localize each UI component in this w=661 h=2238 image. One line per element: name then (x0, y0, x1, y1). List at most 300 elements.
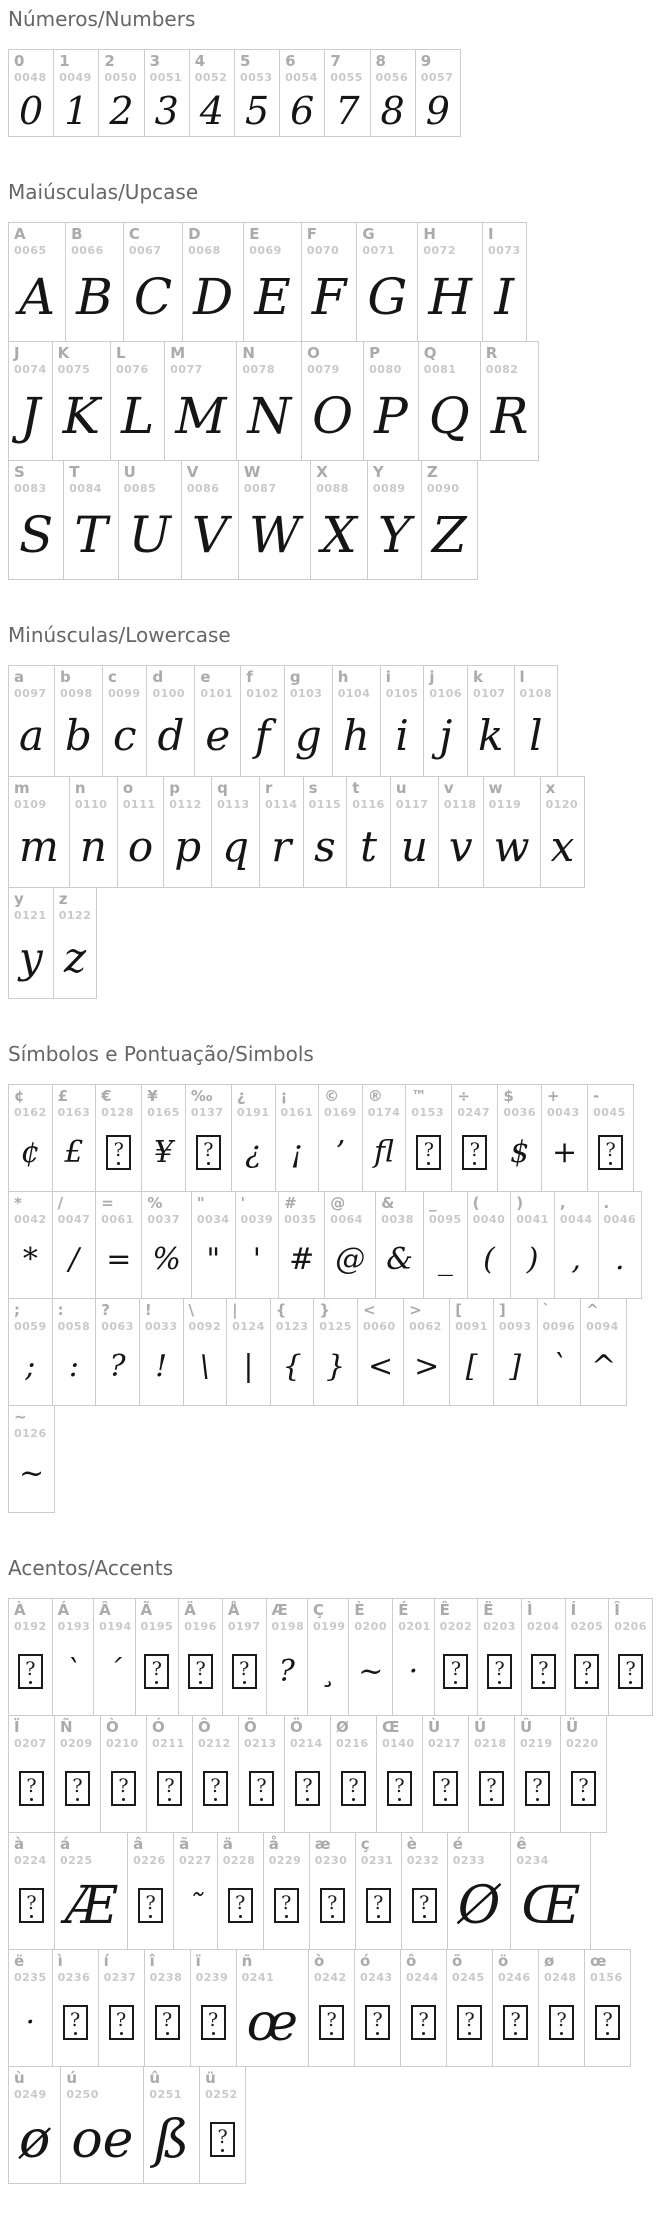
glyph-row (8, 2066, 653, 2184)
glyph (539, 1985, 584, 2066)
glyph-cell-0091 (449, 1298, 494, 1406)
glyph (9, 1634, 52, 1715)
cell-label-block (422, 461, 477, 496)
missing-glyph-box: ? (320, 1888, 345, 1923)
char-label: s (308, 779, 318, 797)
glyph-cell-0068 (182, 222, 244, 342)
glyph-row (8, 1949, 653, 2067)
char-code: 0197 (227, 1620, 261, 1633)
glyph-cell-0195 (135, 1598, 180, 1716)
char-label: ¢ (14, 1087, 25, 1105)
glyph (186, 1120, 231, 1191)
cell-label-block (609, 1599, 652, 1634)
char-code: 0084 (69, 482, 102, 495)
glyph (53, 1985, 98, 2066)
cell-label-block (53, 1085, 96, 1120)
cell-label-block (145, 1950, 190, 1985)
char-label: ÷ (457, 1087, 470, 1105)
glyph: d (157, 711, 185, 761)
cell-label-block (193, 1716, 238, 1751)
char-code: 0194 (99, 1620, 132, 1633)
char-code: 0202 (439, 1620, 473, 1633)
char-label: ¥ (147, 1087, 158, 1105)
glyph-cell-0207 (8, 1715, 55, 1833)
cell-label-block (9, 461, 63, 496)
char-code: 0169 (324, 1106, 357, 1119)
glyph: > (414, 1349, 440, 1385)
char-label: Ñ (60, 1718, 73, 1736)
glyph-cell-0042 (8, 1191, 53, 1299)
glyph-cell-0243 (354, 1949, 401, 2067)
glyph: ; (25, 1349, 36, 1385)
char-label: d (152, 668, 164, 686)
char-label: È (354, 1601, 365, 1619)
glyph: S (19, 505, 54, 564)
cell-label-block (165, 342, 236, 377)
glyph (469, 1751, 514, 1832)
glyph: · (408, 1654, 419, 1690)
cell-label-block (66, 223, 123, 258)
glyph-cell-0081 (418, 341, 481, 461)
missing-glyph-box: ? (416, 1135, 441, 1170)
cell-label-block (424, 666, 467, 701)
glyph-cell-0213 (238, 1715, 285, 1833)
cell-label-block (237, 342, 301, 377)
glyph-cell-0039 (235, 1191, 280, 1299)
glyph-cell-0093 (493, 1298, 538, 1406)
missing-glyph-box: ? (571, 1771, 596, 1806)
char-code: 0238 (149, 1971, 183, 1984)
char-label: ï (195, 1952, 201, 1970)
glyph-cell-0123 (270, 1298, 315, 1406)
char-code: 0096 (542, 1320, 576, 1333)
cell-label-block (267, 1599, 307, 1634)
cell-label-block (54, 888, 97, 923)
glyph-cell-0098 (54, 665, 103, 777)
char-label: ( (472, 1194, 480, 1212)
glyph-cell-0075 (52, 341, 111, 461)
char-label: J (14, 344, 20, 362)
char-label: ` (542, 1301, 551, 1319)
glyph: ß (154, 2109, 190, 2170)
char-label: S (14, 463, 25, 481)
glyph (355, 1985, 400, 2066)
glyph: | (243, 1349, 254, 1385)
glyph-cell-0122 (53, 887, 98, 999)
char-label: ü (205, 2069, 216, 2087)
char-label: 5 (239, 52, 251, 70)
cell-label-block (101, 1716, 146, 1751)
char-code: 0058 (57, 1320, 91, 1333)
glyph: e (205, 711, 231, 761)
cell-label-block (9, 1716, 54, 1751)
section-title: Minúsculas/Lowercase (8, 623, 231, 647)
glyph-cell-0092 (183, 1298, 228, 1406)
char-code: 0090 (426, 482, 460, 495)
glyph: ] (509, 1349, 522, 1385)
glyph (447, 1985, 492, 2066)
char-label: Ï (14, 1718, 20, 1736)
char-code: 0060 (363, 1320, 396, 1333)
section-symbols (8, 1043, 653, 1513)
char-code: 0252 (205, 2088, 238, 2101)
glyph: 5 (244, 89, 270, 134)
glyph-cell-0054 (279, 49, 325, 137)
char-code: 0048 (14, 71, 47, 84)
char-label: 6 (285, 52, 296, 70)
glyph-row (8, 1298, 653, 1406)
char-code: 0043 (547, 1106, 580, 1119)
glyph-cell-0162 (8, 1084, 53, 1192)
cell-label-block (227, 1299, 270, 1334)
missing-glyph-box: ? (503, 2005, 528, 2040)
char-code: 0073 (487, 244, 521, 257)
char-label: 7 (330, 52, 341, 70)
char-code: 0162 (14, 1106, 47, 1119)
glyph-cell-0059 (8, 1298, 53, 1406)
missing-glyph-box: ? (479, 1771, 504, 1806)
glyph: 2 (109, 89, 134, 134)
cell-label-block (481, 342, 539, 377)
glyph: Y (377, 505, 411, 564)
glyph-cell-0079 (301, 341, 364, 461)
char-code: 0128 (101, 1106, 134, 1119)
char-label: Ç (312, 1601, 324, 1619)
char-code: 0035 (284, 1213, 317, 1226)
glyph: 4 (199, 89, 224, 134)
char-code: 0091 (455, 1320, 488, 1333)
char-code: 0191 (236, 1106, 270, 1119)
cell-label-block (333, 666, 380, 701)
glyph (406, 1120, 451, 1191)
glyph-cell-0056 (370, 49, 416, 137)
glyph-cell-0103 (284, 665, 333, 777)
char-code: 0102 (246, 687, 279, 700)
char-label: f (246, 668, 253, 686)
cell-label-block (53, 342, 110, 377)
char-code: 0203 (483, 1620, 516, 1633)
glyph: fl (374, 1135, 395, 1171)
char-label: I (487, 225, 494, 243)
char-code: 0099 (107, 687, 141, 700)
cell-label-block (183, 223, 243, 258)
glyph-cell-0086 (181, 460, 239, 580)
cell-label-block (493, 1950, 538, 1985)
glyph: 9 (425, 89, 450, 134)
char-code: 0229 (268, 1854, 302, 1867)
glyph-cell-0037 (141, 1191, 192, 1299)
char-code: 0199 (312, 1620, 346, 1633)
cell-label-block (239, 461, 310, 496)
char-label: v (443, 779, 454, 797)
char-label: ' (240, 1194, 246, 1212)
glyph-cell-0126 (8, 1405, 55, 1513)
glyph: n (79, 822, 107, 872)
char-label: u (395, 779, 407, 797)
char-code: 0120 (545, 798, 579, 811)
glyph: ¢ (20, 1135, 40, 1171)
char-label: 2 (104, 52, 115, 70)
glyph-cell-0096 (537, 1298, 582, 1406)
glyph-cell-0251 (143, 2066, 200, 2184)
glyph-cell-0055 (324, 49, 370, 137)
cell-label-block (53, 1192, 96, 1227)
glyph-row (8, 1191, 653, 1299)
char-code: 0093 (498, 1320, 532, 1333)
cell-label-block (179, 1599, 222, 1634)
glyph-cell-0095 (423, 1191, 468, 1299)
cell-label-block (314, 1299, 357, 1334)
char-label: C (128, 225, 140, 243)
missing-glyph-box: ? (109, 2005, 134, 2040)
missing-glyph-box: ? (144, 1654, 169, 1689)
missing-glyph-box: ? (249, 1771, 274, 1806)
glyph-cell-0114 (259, 776, 304, 888)
glyph (55, 1751, 100, 1832)
missing-glyph-box: ? (618, 1654, 643, 1689)
glyph-cell-0120 (540, 776, 586, 888)
cell-label-block (244, 223, 301, 258)
char-code: 0037 (147, 1213, 181, 1226)
char-label: Û (520, 1718, 533, 1736)
char-code: 0067 (128, 244, 162, 257)
glyph: Q (428, 386, 470, 445)
char-label: ê (516, 1835, 527, 1853)
cell-label-block (511, 1833, 590, 1868)
char-code: 0109 (14, 798, 47, 811)
cell-label-block (522, 1599, 565, 1634)
glyph-cell-0069 (243, 222, 302, 342)
char-code: 0165 (147, 1106, 180, 1119)
glyph: ^ (591, 1349, 617, 1385)
char-label: © (324, 1087, 340, 1105)
glyph (423, 1751, 468, 1832)
glyph: c (112, 711, 137, 761)
cell-label-block (9, 50, 53, 85)
glyph-cell-0153 (405, 1084, 452, 1192)
glyph-cell-0094 (580, 1298, 627, 1406)
char-code: 0213 (244, 1737, 277, 1750)
glyph: k (478, 711, 504, 761)
glyph-cell-0217 (422, 1715, 469, 1833)
glyph-cell-0110 (69, 776, 118, 888)
missing-glyph-box: ? (595, 2005, 620, 2040)
cell-label-block (212, 777, 259, 812)
glyph: ~ (19, 1456, 45, 1492)
char-label: { (275, 1301, 287, 1319)
char-label: : (57, 1301, 64, 1319)
glyph-row (8, 341, 653, 461)
glyph-cell-0165 (141, 1084, 186, 1192)
glyph: ~ (358, 1654, 384, 1690)
char-code: 0219 (520, 1737, 553, 1750)
char-code: 0079 (307, 363, 340, 376)
char-code: 0076 (115, 363, 149, 376)
char-code: 0108 (519, 687, 553, 700)
glyph-cell-0199 (307, 1598, 349, 1716)
char-label: Ò (106, 1718, 119, 1736)
glyph (239, 1751, 284, 1832)
glyph-cell-0097 (8, 665, 55, 777)
cell-label-block (55, 1833, 127, 1868)
char-label: æ (314, 1835, 331, 1853)
char-label: ù (14, 2069, 25, 2087)
glyph-cell-0033 (139, 1298, 184, 1406)
cell-label-block (9, 1299, 52, 1334)
char-label: p (169, 779, 180, 797)
cell-label-block (356, 1833, 401, 1868)
char-code: 0083 (14, 482, 47, 495)
cell-label-block (136, 1599, 179, 1634)
glyph: ) (526, 1242, 539, 1278)
glyph: T (74, 505, 108, 564)
cell-label-block (363, 1085, 406, 1120)
glyph: ? (278, 1654, 295, 1690)
char-code: 0040 (472, 1213, 506, 1226)
cell-label-block (347, 777, 390, 812)
glyph (585, 1985, 630, 2066)
cell-label-block (304, 777, 347, 812)
glyph-cell-0209 (54, 1715, 101, 1833)
cell-label-block (119, 461, 181, 496)
glyph: / (68, 1242, 79, 1278)
glyph-row (8, 1832, 653, 1950)
glyph: Z (431, 505, 467, 564)
char-label: e (200, 668, 211, 686)
cell-label-block (223, 1599, 266, 1634)
glyph: b (65, 711, 92, 761)
glyph (218, 1868, 263, 1949)
char-label: T (69, 463, 80, 481)
char-code: 0095 (429, 1213, 462, 1226)
glyph (200, 2102, 245, 2183)
char-label: O (307, 344, 320, 362)
char-label: ‰ (190, 1087, 213, 1105)
glyph-cell-0247 (451, 1084, 498, 1192)
glyph-cell-0084 (63, 460, 118, 580)
glyph-cell-0083 (8, 460, 64, 580)
char-code: 0153 (411, 1106, 444, 1119)
glyph (128, 1868, 173, 1949)
glyph: j (439, 711, 453, 761)
char-code: 0107 (473, 687, 506, 700)
char-code: 0137 (190, 1106, 224, 1119)
glyph-cell-0043 (541, 1084, 588, 1192)
char-label: Q (423, 344, 437, 362)
glyph-cell-0038 (375, 1191, 424, 1299)
glyph-cell-0071 (356, 222, 418, 342)
glyph: oe (71, 2109, 134, 2170)
cell-label-block (538, 1299, 581, 1334)
glyph-row (8, 776, 653, 888)
char-code: 0075 (57, 363, 91, 376)
cell-label-block (498, 1085, 541, 1120)
missing-glyph-box: ? (111, 1771, 136, 1806)
glyph-cell-0124 (226, 1298, 271, 1406)
glyph: J (20, 386, 41, 445)
char-label: ^ (586, 1301, 599, 1319)
char-code: 0065 (14, 244, 47, 257)
char-label: $ (503, 1087, 514, 1105)
char-code: 0245 (452, 1971, 485, 1984)
char-label: Ü (566, 1718, 579, 1736)
missing-glyph-box: ? (525, 1771, 550, 1806)
char-code: 0094 (586, 1320, 619, 1333)
cell-label-block (9, 2067, 60, 2102)
char-code: 0059 (14, 1320, 47, 1333)
char-label: % (147, 1194, 163, 1212)
cell-label-block (585, 1950, 630, 1985)
char-label: g (289, 668, 301, 686)
glyph: r (271, 822, 292, 872)
cell-label-block (232, 1085, 275, 1120)
char-code: 0218 (474, 1737, 507, 1750)
glyph (310, 1868, 355, 1949)
char-code: 0235 (14, 1971, 47, 1984)
glyph-cell-0047 (52, 1191, 97, 1299)
missing-glyph-box: ? (531, 1654, 556, 1689)
glyph: ¿ (245, 1135, 262, 1171)
glyph: i (395, 711, 409, 761)
glyph-cell-0107 (467, 665, 514, 777)
missing-glyph-box: ? (487, 1654, 512, 1689)
char-label: ë (14, 1952, 25, 1970)
cell-label-block (599, 1192, 642, 1227)
char-code: 0104 (337, 687, 371, 700)
char-code: 0049 (59, 71, 92, 84)
glyph-cell-0065 (8, 222, 66, 342)
char-label: 0 (14, 52, 25, 70)
char-label: | (232, 1301, 238, 1319)
char-label: é (452, 1835, 463, 1853)
glyph-cell-0163 (52, 1084, 97, 1192)
cell-label-block (539, 1950, 584, 1985)
char-label: ô (406, 1952, 417, 1970)
cell-label-block (9, 1599, 52, 1634)
missing-glyph-box: ? (457, 2005, 482, 2040)
cell-label-block (515, 666, 558, 701)
cell-label-block (349, 1599, 392, 1634)
char-label: ] (498, 1301, 506, 1319)
char-label: Â (99, 1601, 111, 1619)
glyph: D (193, 267, 234, 326)
cell-label-block (124, 223, 182, 258)
glyph-cell-0058 (52, 1298, 97, 1406)
char-code: 0071 (362, 244, 396, 257)
char-label: ™ (411, 1087, 427, 1105)
char-code: 0232 (406, 1854, 440, 1867)
cell-label-block (9, 666, 54, 701)
glyph: + (552, 1135, 578, 1171)
char-code: 0239 (195, 1971, 229, 1984)
char-label: B (71, 225, 83, 243)
char-code: 0088 (316, 482, 349, 495)
char-code: 0061 (101, 1213, 134, 1226)
glyph-cell-0085 (118, 460, 182, 580)
glyph (356, 1868, 401, 1949)
char-label: í (103, 1952, 109, 1970)
glyph: v (448, 822, 473, 872)
cell-label-block (377, 1716, 422, 1751)
glyph-cell-0241 (236, 1949, 309, 2067)
section-title: Acentos/Accents (8, 1556, 174, 1580)
cell-label-block (424, 1192, 467, 1227)
char-code: 0074 (14, 363, 47, 376)
char-label: Ø (336, 1718, 349, 1736)
char-label: q (217, 779, 228, 797)
char-label: À (14, 1601, 26, 1619)
glyph-cell-0232 (401, 1832, 448, 1950)
